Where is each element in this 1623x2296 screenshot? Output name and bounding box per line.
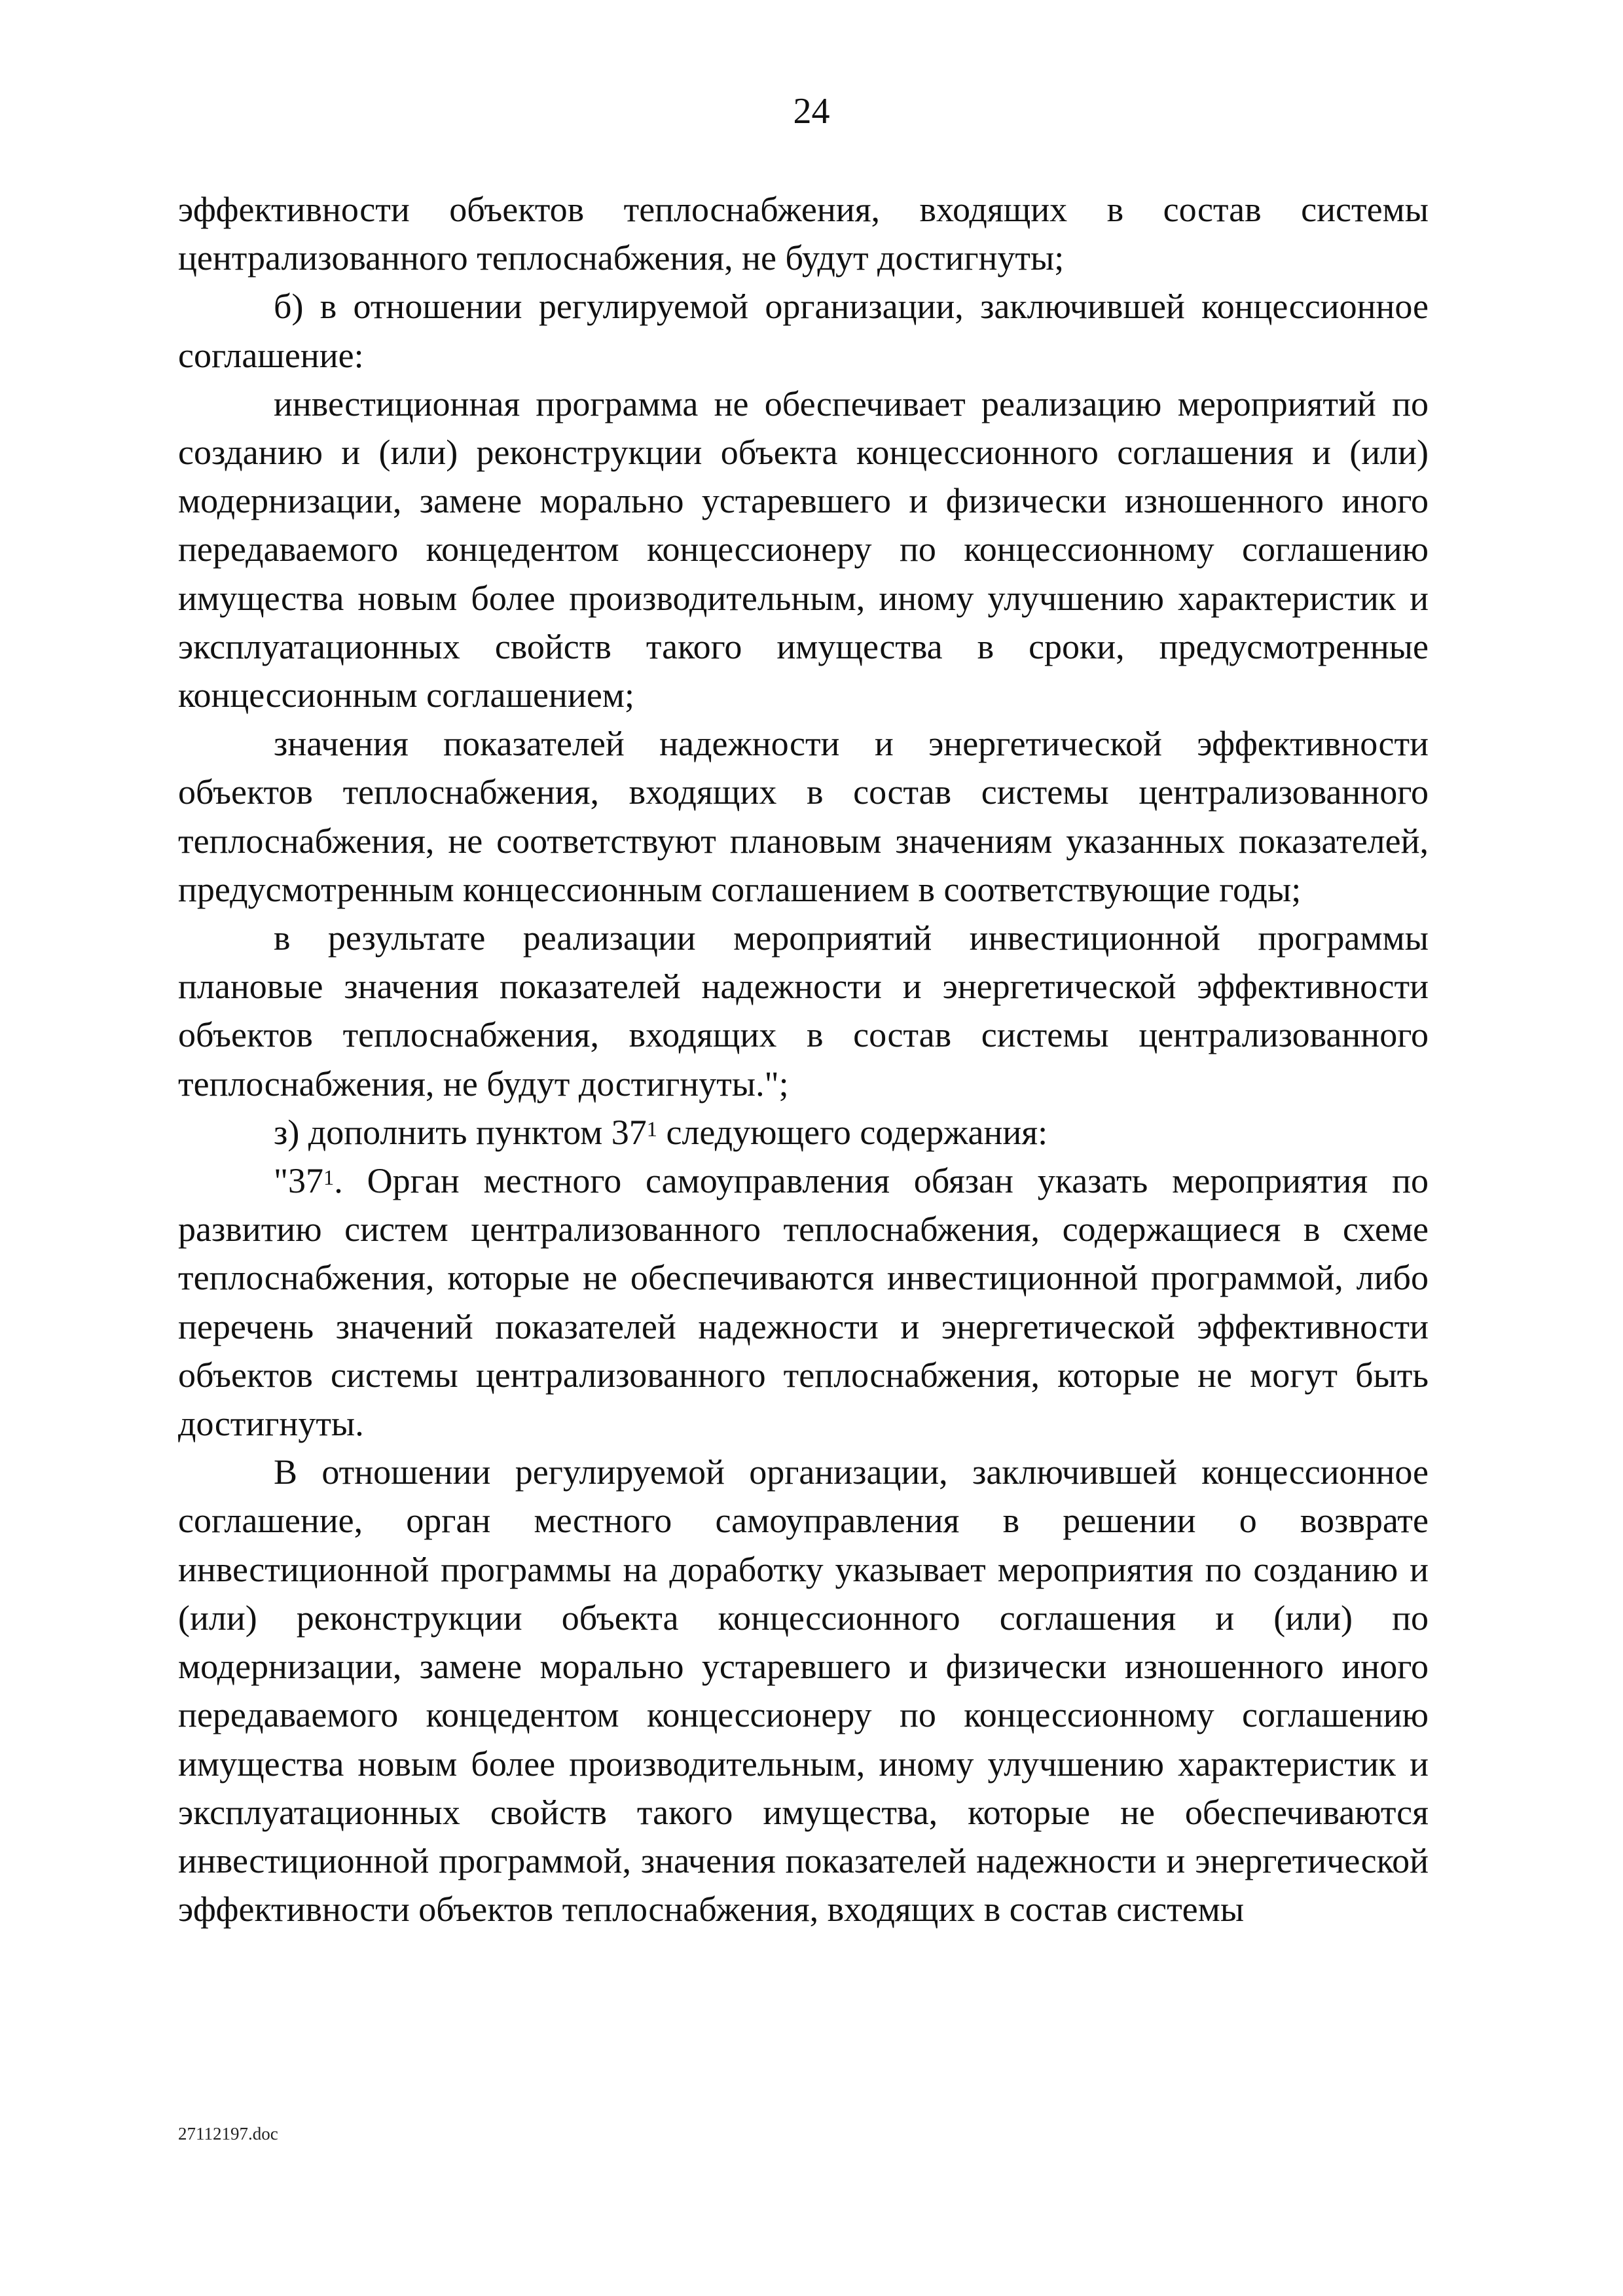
paragraph-planned-values: в результате реализации мероприятий инвестиционной программы плановые значения показателей надежности и энергетической эффективности объектов теплоснабжения, входящих в состав системы централизованного теплоснабжения, не будут достигнуты."; — [178, 918, 1429, 1103]
paragraph-concession-return: В отношении регулируемой организации, заключившей концессионное соглашение, орган местного самоуправления в решении о возврате инвестиционной программы на доработку указывает мероприятия по созданию и (или) реконструкции объекта концессионного соглашения и (или) по модернизации, замене морально устаревшего и физически изношенного иного передаваемого концедентом концессионеру по концессионному соглашению имущества новым более производительным, иному улучшению характеристик и эксплуатационных свойств такого имущества, которые не обеспечиваются инвестиционной программой, значения показателей надежности и энергетической эффективности объектов теплоснабжения, входящих в состав системы — [178, 1452, 1429, 1929]
superscript-marker: 1 — [323, 1166, 335, 1191]
paragraph-investment-program: инвестиционная программа не обеспечивает реализацию мероприятий по созданию и (или) реконструкции объекта концессионного соглашения и (или) модернизации, замене морально устаревшего и физически изношенного иного передаваемого концедентом концессионеру по концессионному соглашению имущества новым более производительным, иному улучшению характеристик и эксплуатационных свойств такого имущества в сроки, предусмотренные концессионным соглашением; — [178, 384, 1429, 715]
paragraph-clause-37-1-after: . Орган местного самоуправления обязан указать мероприятия по развитию систем централизованного теплоснабжения, содержащиеся в схеме теплоснабжения, которые не обеспечиваются инвестиционной программой, либо перечень значений показателей надежности и энергетической эффективности объектов системы централизованного теплоснабжения, которые не могут быть достигнуты. — [178, 1161, 1429, 1444]
paragraph-clause-37-1 — [178, 1157, 1429, 1448]
page-number: 24 — [793, 91, 830, 132]
superscript-marker: 1 — [646, 1117, 657, 1141]
document-body — [178, 185, 1429, 1933]
paragraph-continuation: эффективности объектов теплоснабжения, входящих в состав системы централизованного теплоснабжения, не будут достигнуты; — [178, 190, 1429, 278]
paragraph-subitem-z — [178, 1108, 1429, 1157]
paragraph-clause-37-1-before: "37 — [274, 1161, 324, 1201]
footer-filename: 27112197.doc — [178, 2124, 278, 2144]
paragraph-subitem-z-before: з) дополнить пунктом 37 — [274, 1112, 647, 1152]
paragraph-subitem-b: б) в отношении регулируемой организации, заключившей концессионное соглашение: — [178, 287, 1429, 375]
paragraph-indicator-values: значения показателей надежности и энергетической эффективности объектов теплоснабжения, входящих в состав системы централизованного теплоснабжения, не соответствуют плановым значениям указанных показателей, предусмотренным концессионным соглашением в соответствующие годы; — [178, 724, 1429, 909]
paragraph-subitem-z-after: следующего содержания: — [657, 1112, 1048, 1152]
